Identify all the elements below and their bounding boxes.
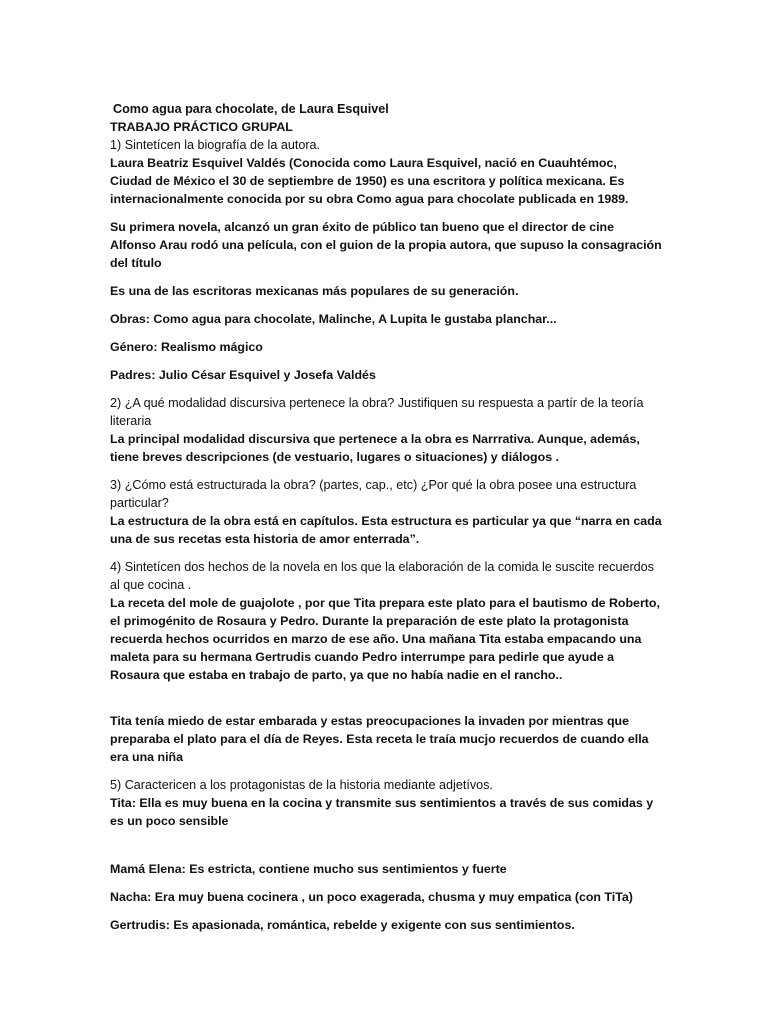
answer-1-popularity: Es una de las escritoras mexicanas más populares de su generación. xyxy=(110,284,519,298)
document-subtitle: TRABAJO PRÁCTICO GRUPAL xyxy=(110,120,293,134)
answer-2: La principal modalidad discursiva que pertenece a la obra es Narrrativa. Aunque, además, tiene breves descripciones (de vestuario, lugares o situaciones) y diálogos . xyxy=(110,432,640,464)
answer-1-parents: Padres: Julio César Esquivel y Josefa Valdés xyxy=(110,368,376,382)
document-title: Como agua para chocolate, de Laura Esquivel xyxy=(113,102,389,116)
spacer xyxy=(110,684,662,712)
question-2: 2) ¿A qué modalidad discursiva pertenece la obra? Justifiquen su respuesta a partír de la teoría literaria xyxy=(110,396,644,428)
spacer xyxy=(110,830,662,860)
document-page xyxy=(110,100,662,944)
question-5-block xyxy=(110,776,662,830)
answer-1-first-novel: Su primera novela, alcanzó un gran éxito de público tan bueno que el director de cine Alfonso Arau rodó una película, con el guion de la propia autora, que supuso la consagración del título xyxy=(110,220,662,270)
question-4-block xyxy=(110,558,662,684)
answer-5-gertrudis: Gertrudis: Es apasionada, romántica, rebelde y exigente con sus sentimientos. xyxy=(110,918,575,932)
answer-3: La estructura de la obra está en capítulos. Esta estructura es particular ya que “narra en cada una de sus recetas esta historia de amor enterrada”. xyxy=(110,514,662,546)
answer-5-mama-elena: Mamá Elena: Es estricta, contiene mucho sus sentimientos y fuerte xyxy=(110,862,507,876)
question-1: 1) Sintetícen la biografía de la autora. xyxy=(110,138,321,152)
answer-4-mole-recipe: La receta del mole de guajolote , por que Tita prepara este plato para el bautismo de Roberto, el primogénito de Rosaura y Pedro. Durante la preparación de este plato la protagonista recuerda hechos ocurridos en marzo de ese año. Una mañana Tita estaba empacando una maleta para su hermana Gertrudis cuando Pedro interrumpe para pedirle que ayude a Rosaura que estaba en trabajo de parto, ya que no había nadie en el rancho.. xyxy=(110,596,660,682)
answer-4-reyes-recipe: Tita tenía miedo de estar embarada y estas preocupaciones la invaden por mientras que preparaba el plato para el día de Reyes. Esta receta le traía mucjo recuerdos de cuando ella era una niña xyxy=(110,714,649,764)
question-2-block xyxy=(110,394,662,466)
question-4: 4) Sintetícen dos hechos de la novela en los que la elaboración de la comida le suscite recuerdos al que cocina . xyxy=(110,560,654,592)
answer-1-genre: Género: Realismo mágico xyxy=(110,340,263,354)
question-3: 3) ¿Cómo está estructurada la obra? (partes, cap., etc) ¿Por qué la obra posee una estructura particular? xyxy=(110,478,637,510)
answer-1-biography: Laura Beatriz Esquivel Valdés (Conocida como Laura Esquivel, nació en Cuauhtémoc, Ciudad de México el 30 de septiembre de 1950) es una escritora y política mexicana. Es internacionalmente conocida por su obra Como agua para chocolate publicada en 1989. xyxy=(110,156,629,206)
question-5: 5) Caractericen a los protagonistas de la historia mediante adjetívos. xyxy=(110,778,493,792)
header-block xyxy=(110,100,662,154)
answer-5-tita: Tita: Ella es muy buena en la cocina y transmite sus sentimientos a través de sus comidas y es un poco sensible xyxy=(110,796,654,828)
answer-5-nacha: Nacha: Era muy buena cocinera , un poco exagerada, chusma y muy empatica (con TiTa) xyxy=(110,890,633,904)
question-3-block xyxy=(110,476,662,548)
answer-1-works: Obras: Como agua para chocolate, Malinche, A Lupita le gustaba planchar... xyxy=(110,312,557,326)
